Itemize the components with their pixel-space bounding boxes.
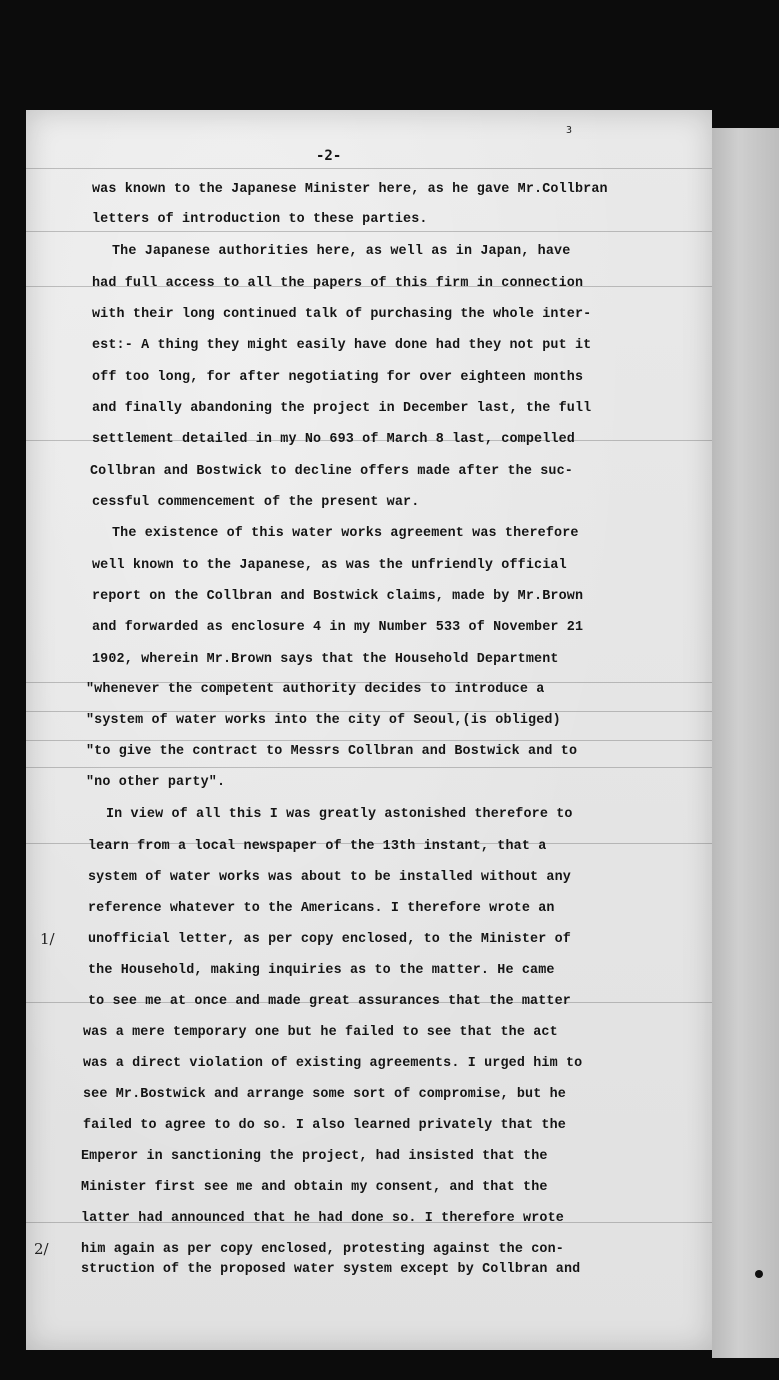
- ruling-line: [26, 231, 712, 232]
- text-line: est:- A thing they might easily have done had they not put it: [92, 338, 592, 353]
- text-line: The existence of this water works agreement was therefore: [112, 526, 579, 541]
- text-line: The Japanese authorities here, as well as in Japan, have: [112, 244, 571, 259]
- text-line: and forwarded as enclosure 4 in my Number 533 of November 21: [92, 620, 584, 635]
- text-line: was a mere temporary one but he failed to see that the act: [83, 1025, 558, 1040]
- punch-hole: [755, 1270, 763, 1278]
- text-line: to see me at once and made great assurances that the matter: [88, 994, 571, 1009]
- ruling-line: [26, 711, 712, 712]
- text-line: "system of water works into the city of Seoul,(is obliged): [86, 713, 561, 728]
- text-line: system of water works was about to be installed without any: [88, 870, 571, 885]
- text-line: was a direct violation of existing agreements. I urged him to: [83, 1056, 583, 1071]
- ruling-line: [26, 168, 712, 169]
- ruling-line: [26, 740, 712, 741]
- text-line: struction of the proposed water system except by Collbran and: [81, 1262, 581, 1277]
- text-line: cessful commencement of the present war.: [92, 495, 420, 510]
- text-line: was known to the Japanese Minister here, as he gave Mr.Collbran: [92, 182, 608, 197]
- text-line: learn from a local newspaper of the 13th instant, that a: [88, 839, 547, 854]
- text-line: 1902, wherein Mr.Brown says that the Household Department: [92, 652, 559, 667]
- text-line: the Household, making inquiries as to the matter. He came: [88, 963, 555, 978]
- margin-note-enclosure-2: 2/: [34, 1240, 49, 1258]
- text-line: "to give the contract to Messrs Collbran and Bostwick and to: [86, 744, 578, 759]
- text-line: report on the Collbran and Bostwick claims, made by Mr.Brown: [92, 589, 584, 604]
- ruling-line: [26, 767, 712, 768]
- text-line: see Mr.Bostwick and arrange some sort of compromise, but he: [83, 1087, 566, 1102]
- text-line: had full access to all the papers of this firm in connection: [92, 276, 584, 291]
- text-line: latter had announced that he had done so. I therefore wrote: [81, 1211, 564, 1226]
- text-line: him again as per copy enclosed, protesting against the con-: [81, 1242, 564, 1257]
- text-line: off too long, for after negotiating for over eighteen months: [92, 370, 584, 385]
- document-page: [26, 110, 712, 1350]
- page-header-number: -2-: [316, 148, 342, 164]
- text-line: with their long continued talk of purchasing the whole inter-: [92, 307, 592, 322]
- text-line: In view of all this I was greatly astonished therefore to: [106, 807, 573, 822]
- text-line: Emperor in sanctioning the project, had insisted that the: [81, 1149, 548, 1164]
- text-line: unofficial letter, as per copy enclosed, to the Minister of: [88, 932, 571, 947]
- text-line: letters of introduction to these parties.: [92, 212, 428, 227]
- text-line: "no other party".: [86, 775, 226, 790]
- text-line: failed to agree to do so. I also learned privately that the: [83, 1118, 566, 1133]
- text-line: settlement detailed in my No 693 of March 8 last, compelled: [92, 432, 575, 447]
- margin-note-enclosure-1: 1/: [40, 930, 55, 948]
- text-line: reference whatever to the Americans. I therefore wrote an: [88, 901, 555, 916]
- adjacent-sheet-edge: [712, 128, 779, 1358]
- corner-page-number: 3: [566, 125, 573, 136]
- text-line: and finally abandoning the project in December last, the full: [92, 401, 592, 416]
- text-line: Minister first see me and obtain my consent, and that the: [81, 1180, 548, 1195]
- text-line: Collbran and Bostwick to decline offers made after the suc-: [90, 464, 573, 479]
- text-line: "whenever the competent authority decides to introduce a: [86, 682, 545, 697]
- text-line: well known to the Japanese, as was the unfriendly official: [92, 558, 567, 573]
